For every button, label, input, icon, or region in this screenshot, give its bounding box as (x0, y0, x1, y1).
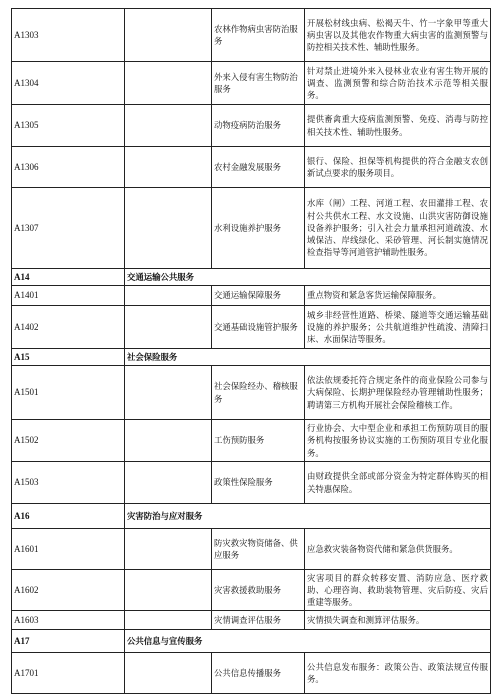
empty-cell (125, 611, 212, 630)
item-code: A1601 (12, 529, 125, 570)
empty-cell (125, 529, 212, 570)
empty-cell (125, 188, 212, 269)
table-row (12, 420, 491, 462)
item-code: A1401 (12, 286, 125, 306)
empty-cell (125, 306, 212, 349)
item-description: 针对禁止进境外来入侵林业农业有害生物开展的调查、监测预警和综合防治技术示范等相关服务。 (305, 62, 491, 105)
category-code: A16 (12, 504, 125, 529)
table-row (12, 147, 491, 188)
item-code: A1305 (12, 105, 125, 147)
table-row (12, 366, 491, 420)
item-name: 政策性保险服务 (212, 462, 305, 504)
table-row (12, 306, 491, 349)
category-code: A15 (12, 349, 125, 366)
item-name: 动物疫病防治服务 (212, 105, 305, 147)
category-row (12, 630, 491, 653)
item-code: A1701 (12, 653, 125, 694)
item-code: A1503 (12, 462, 125, 504)
item-description: 行业协会、大中型企业和承担工伤预防项目的服务机构按服务协议实施的工伤预防项目专业化服务。 (305, 420, 491, 462)
item-name: 交通基础设施管护服务 (212, 306, 305, 349)
item-name: 农林作物病虫害防治服务 (212, 9, 305, 62)
empty-cell (125, 420, 212, 462)
item-description: 灾害项目的群众转移安置、消防应急、医疗救助、心理咨询、救助装物管理、灾后防疫、灾后重建等服务。 (305, 570, 491, 611)
item-name: 社会保险经办、稽核服务 (212, 366, 305, 420)
item-code: A1306 (12, 147, 125, 188)
item-code: A1304 (12, 62, 125, 105)
item-description: 水库（闸）工程、河道工程、农田灌排工程、农村公共供水工程、水文设施、山洪灾害防御设施设备养护服务；引入社会力量承担河道疏浚、水域保洁、岸线绿化、采砂管理、河长制实施情况检查指导等河道管护辅助性服务。 (305, 188, 491, 269)
item-description: 开展松材线虫病、松褐天牛、竹一字象甲等重大病虫害以及其他农作物重大病虫害的监测预警与防控相关技术性、辅助性服务。 (305, 9, 491, 62)
category-code: A14 (12, 269, 125, 286)
item-code: A1303 (12, 9, 125, 62)
item-code: A1307 (12, 188, 125, 269)
category-row (12, 504, 491, 529)
table-row (12, 105, 491, 147)
category-name: 公共信息与宣传服务 (125, 630, 491, 653)
item-name: 交通运输保障服务 (212, 286, 305, 306)
service-catalog-document (11, 8, 491, 694)
item-description: 城乡非经营性道路、桥梁、隧道等交通运输基础设施的养护服务；公共航道维护性疏浚、清障扫床、水面保洁等服务。 (305, 306, 491, 349)
table-row (12, 9, 491, 62)
item-name: 公共信息传播服务 (212, 653, 305, 694)
empty-cell (125, 62, 212, 105)
item-code: A1602 (12, 570, 125, 611)
table-row (12, 529, 491, 570)
item-name: 工伤预防服务 (212, 420, 305, 462)
category-row (12, 349, 491, 366)
item-name: 外来入侵有害生物防治服务 (212, 62, 305, 105)
empty-cell (125, 286, 212, 306)
item-name: 灾害救援救助服务 (212, 570, 305, 611)
item-description: 重点物资和紧急客货运输保障服务。 (305, 286, 491, 306)
item-description: 提供畜禽重大疫病监测预警、免疫、消毒与防控相关技术性、辅助性服务。 (305, 105, 491, 147)
item-code: A1502 (12, 420, 125, 462)
item-name: 防灾救灾物资储备、供应服务 (212, 529, 305, 570)
category-name: 社会保险服务 (125, 349, 491, 366)
item-name: 农村金融发展服务 (212, 147, 305, 188)
table-row (12, 62, 491, 105)
category-row (12, 269, 491, 286)
table-row (12, 611, 491, 630)
item-code: A1501 (12, 366, 125, 420)
empty-cell (125, 105, 212, 147)
item-description: 依法依规委托符合规定条件的商业保险公司参与大病保险、长期护理保险经办管理辅助性服务；聘请第三方机构开展社会保险稽核工作。 (305, 366, 491, 420)
empty-cell (125, 570, 212, 611)
table-row (12, 286, 491, 306)
empty-cell (125, 147, 212, 188)
item-description: 灾情损失调查和测算评估服务。 (305, 611, 491, 630)
empty-cell (125, 653, 212, 694)
empty-cell (125, 366, 212, 420)
item-description: 银行、保险、担保等机构提供的符合金融支农创新试点要求的服务项目。 (305, 147, 491, 188)
item-description: 应急救灾装备物资代储和紧急供货服务。 (305, 529, 491, 570)
category-code: A17 (12, 630, 125, 653)
item-code: A1603 (12, 611, 125, 630)
item-code: A1402 (12, 306, 125, 349)
item-description: 公共信息发布服务：政策公告、政策法规宣传服务。 (305, 653, 491, 694)
table-row (12, 188, 491, 269)
empty-cell (125, 9, 212, 62)
table-row (12, 462, 491, 504)
table-row (12, 653, 491, 694)
category-name: 交通运输公共服务 (125, 269, 491, 286)
item-name: 灾情调查评估服务 (212, 611, 305, 630)
empty-cell (125, 462, 212, 504)
item-name: 水利设施养护服务 (212, 188, 305, 269)
category-name: 灾害防治与应对服务 (125, 504, 491, 529)
service-catalog-table (11, 8, 491, 694)
table-body (12, 9, 491, 694)
item-description: 由财政提供全部或部分资金为特定群体购买的相关特惠保险。 (305, 462, 491, 504)
table-row (12, 570, 491, 611)
